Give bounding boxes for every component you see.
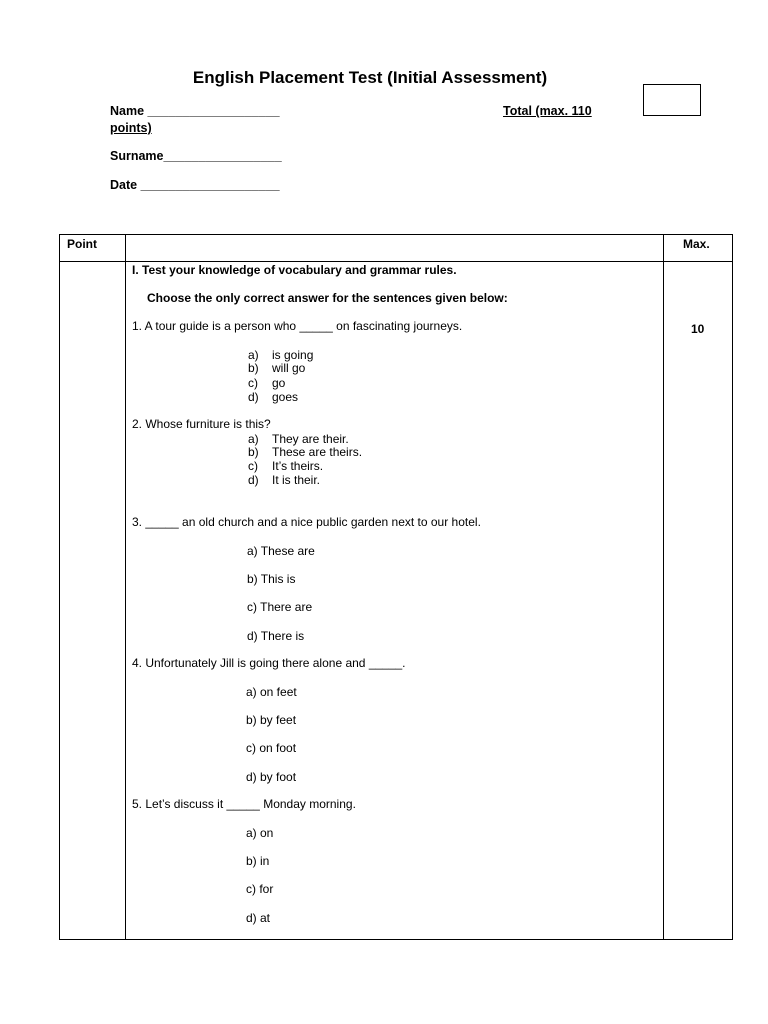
- option-text: go: [272, 376, 286, 390]
- col-divider-max: [663, 235, 664, 939]
- date-field[interactable]: Date ____________________: [110, 178, 280, 192]
- q4-option-d[interactable]: d) by foot: [246, 770, 297, 784]
- q4-option-b[interactable]: b) by feet: [246, 713, 297, 727]
- option-text: It is their.: [272, 473, 321, 487]
- test-table: [59, 234, 733, 940]
- section-title: I. Test your knowledge of vocabulary and grammar rules.: [132, 263, 457, 277]
- question-4: 4. Unfortunately Jill is going there alone and _____.: [132, 656, 406, 670]
- q1-option-b[interactable]: [248, 361, 305, 375]
- max-points-value: 10: [691, 322, 705, 336]
- q3-option-d[interactable]: d) There is: [247, 629, 305, 643]
- q2-option-d[interactable]: [248, 473, 320, 487]
- col-header-max: Max.: [683, 237, 710, 251]
- q5-option-a[interactable]: a) on: [246, 826, 274, 840]
- q1-option-a[interactable]: [248, 348, 313, 362]
- option-letter: c): [248, 459, 258, 473]
- q4-option-c[interactable]: c) on foot: [246, 741, 297, 755]
- option-letter: b): [248, 361, 259, 375]
- col-header-point: Point: [67, 237, 97, 251]
- option-text: goes: [272, 390, 299, 404]
- question-1: 1. A tour guide is a person who _____ on fascinating journeys.: [132, 319, 463, 333]
- option-letter: a): [248, 348, 259, 362]
- q5-option-c[interactable]: c) for: [246, 882, 274, 896]
- option-letter: a): [248, 432, 259, 446]
- question-2: 2. Whose furniture is this?: [132, 417, 271, 431]
- q3-option-b[interactable]: b) This is: [247, 572, 296, 586]
- total-label: Total (max. 110: [503, 104, 592, 118]
- q1-option-d[interactable]: [248, 390, 298, 404]
- name-field[interactable]: Name ___________________: [110, 104, 280, 118]
- q2-option-c[interactable]: [248, 459, 323, 473]
- option-text: is going: [272, 348, 314, 362]
- option-text: It’s theirs.: [272, 459, 324, 473]
- option-letter: d): [248, 390, 259, 404]
- q2-option-b[interactable]: [248, 445, 362, 459]
- option-text: These are theirs.: [272, 445, 363, 459]
- q2-option-a[interactable]: [248, 432, 349, 446]
- q5-option-d[interactable]: d) at: [246, 911, 271, 925]
- question-5: 5. Let’s discuss it _____ Monday morning.: [132, 797, 356, 811]
- question-3: 3. _____ an old church and a nice public garden next to our hotel.: [132, 515, 481, 529]
- q5-option-b[interactable]: b) in: [246, 854, 270, 868]
- option-letter: d): [248, 473, 259, 487]
- total-score-box[interactable]: [643, 84, 701, 116]
- section-instruction: Choose the only correct answer for the sentences given below:: [147, 291, 508, 305]
- q3-option-a[interactable]: a) These are: [247, 544, 315, 558]
- q3-option-c[interactable]: c) There are: [247, 600, 313, 614]
- q1-option-c[interactable]: [248, 376, 285, 390]
- col-divider-point: [125, 235, 126, 939]
- surname-field[interactable]: Surname_________________: [110, 149, 282, 163]
- option-letter: b): [248, 445, 259, 459]
- total-label-cont: points): [110, 121, 152, 135]
- header-row-divider: [60, 261, 732, 262]
- option-letter: c): [248, 376, 258, 390]
- option-text: will go: [272, 361, 306, 375]
- option-text: They are their.: [272, 432, 349, 446]
- q4-option-a[interactable]: a) on feet: [246, 685, 297, 699]
- page-title: English Placement Test (Initial Assessment): [192, 68, 548, 87]
